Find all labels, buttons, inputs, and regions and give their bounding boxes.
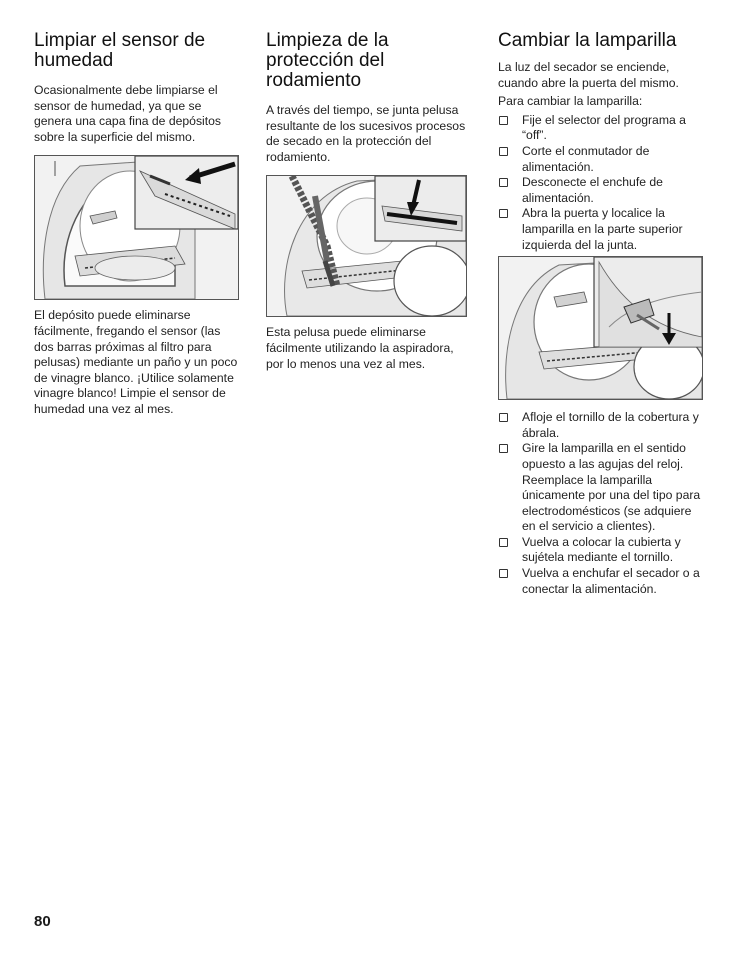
list-item: Fije el selector del programa a “off”.: [498, 113, 708, 144]
list-item: Abra la puerta y localice la lamparilla en la parte superior izquierda del la junta.: [498, 206, 708, 253]
list-item: Corte el conmutador de alimentación.: [498, 144, 708, 175]
checkbox-icon: [499, 538, 508, 547]
heading-bearing-protection: Limpieza de la protección del rodamiento: [266, 30, 389, 91]
list-item: Afloje el tornillo de la cobertura y ábrala.: [498, 410, 708, 441]
paragraph-moisture-body: El depósito puede eliminarse fácilmente, fregando el sensor (las dos barras próximas al filtro para pelusas) mediante un paño y un poco de vinagre blanco. ¡Utilice solamente vinagre blanco! Limpie el sensor de humedad una vez al mes.: [34, 308, 238, 416]
heading-moisture-sensor: Limpiar el sensor de humedad: [34, 30, 206, 71]
paragraph-moisture-intro: Ocasionalmente debe limpiarse el sensor de humedad, ya que se genera una capa fina de depósitos sobre la superficie del mismo.: [34, 83, 222, 144]
checkbox-icon: [499, 444, 508, 453]
illustration-lamp-replacement: [498, 256, 703, 400]
lamp-steps-list-2: [498, 410, 708, 597]
checkbox-icon: [499, 147, 508, 156]
list-item: Vuelva a colocar la cubierta y sujétela mediante el tornillo.: [498, 535, 708, 566]
heading-change-lamp: Cambiar la lamparilla: [498, 30, 677, 51]
section-bearing-protection: [266, 31, 471, 378]
section-moisture-sensor: [34, 31, 239, 424]
lamp-steps-list-1: [498, 113, 708, 253]
list-item: Gire la lamparilla en el sentido opuesto a las agujas del reloj. Reemplace la lamparilla únicamente por una del tipo para electrodomésticos (se adquiere en el servicio a clientes).: [498, 441, 708, 535]
checkbox-icon: [499, 413, 508, 422]
page-number: 80: [34, 913, 51, 930]
illustration-bearing-vacuum: [266, 175, 467, 317]
section-change-lamp: [498, 31, 708, 597]
paragraph-lamp-intro: La luz del secador se enciende, cuando abre la puerta del mismo.: [498, 60, 679, 90]
checkbox-icon: [499, 569, 508, 578]
checkbox-icon: [499, 116, 508, 125]
illustration-moisture-sensor: [34, 155, 239, 300]
paragraph-bearing-intro: A través del tiempo, se junta pelusa resultante de los sucesivos procesos de secado en la protección del rodamiento.: [266, 103, 466, 164]
checkbox-icon: [499, 178, 508, 187]
list-item: Vuelva a enchufar el secador o a conectar la alimentación.: [498, 566, 708, 597]
list-item: Desconecte el enchufe de alimentación.: [498, 175, 708, 206]
checkbox-icon: [499, 209, 508, 218]
paragraph-bearing-body: Esta pelusa puede eliminarse fácilmente utilizando la aspiradora, por lo menos una vez al mes.: [266, 325, 454, 371]
paragraph-lamp-lead: Para cambiar la lamparilla:: [498, 94, 643, 109]
